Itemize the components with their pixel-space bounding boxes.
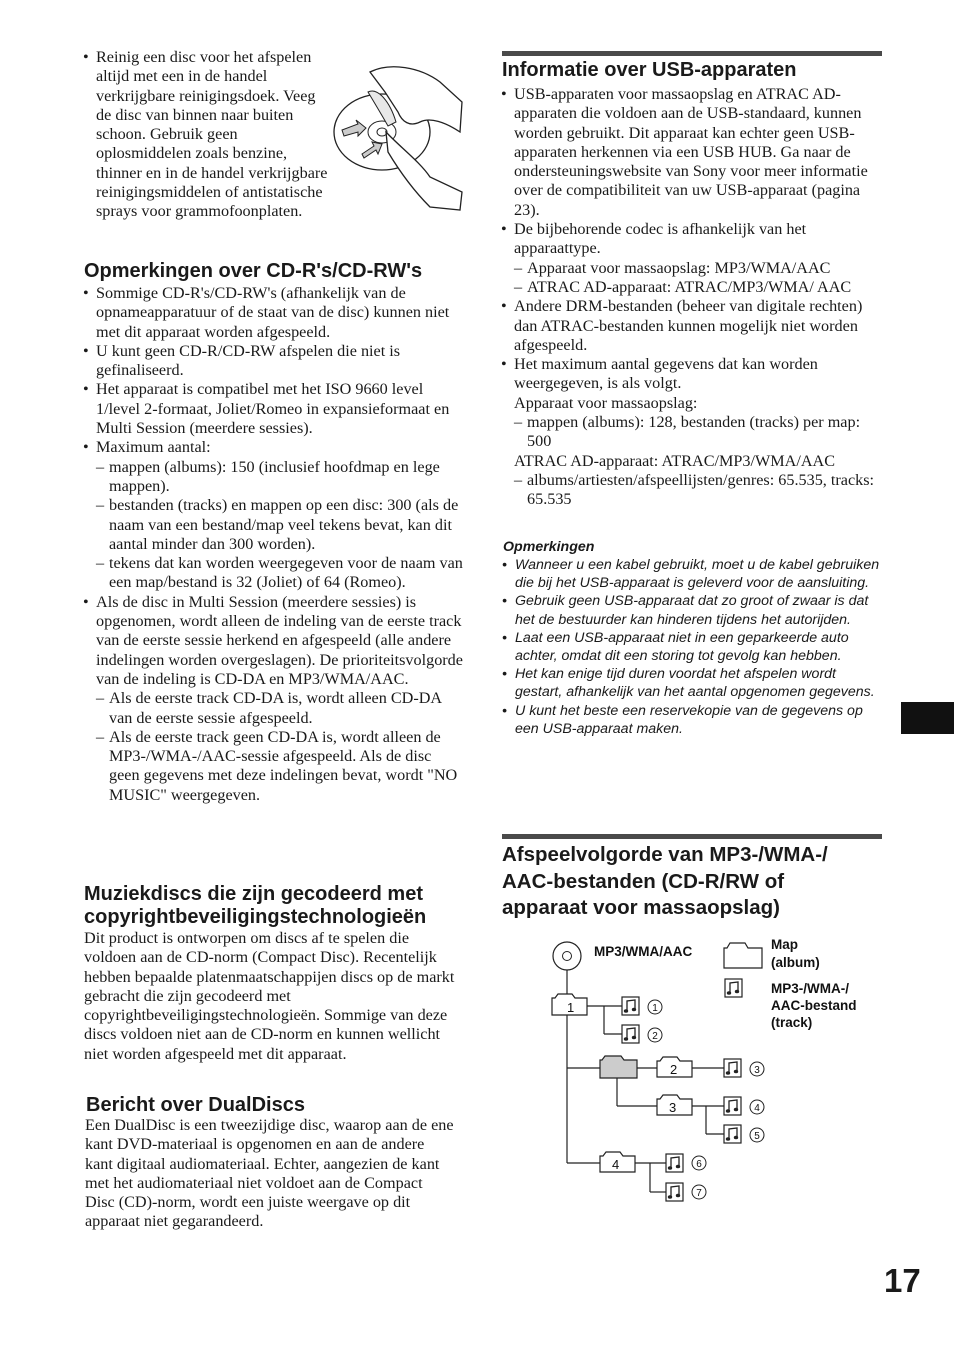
- usb-mass-storage-label: Apparaat voor massaopslag:: [514, 393, 698, 412]
- notes-heading: Opmerkingen: [503, 539, 595, 555]
- list-item: • Maximum aantal: – mappen (albums): 150 (inclusief hoofdmap en lege mappen). – bestanden (tracks) en mappen op een disc: 300 (als de naam van een bestand/map veel tekens bevat, kan dit aantal minder dan 300 worden). – tekens dat kan worden weergegeven voor de naam van een map/bestand is 32 (Joliet) of 64 (Romeo).: [83, 438, 463, 592]
- list-item: • Sommige CD-R's/CD-RW's (afhankelijk van de opnameapparatuur of de staat van de disc) kunnen niet met dit apparaat worden afgespeeld.: [83, 284, 463, 342]
- track-number-7: [692, 1185, 706, 1199]
- svg-text:5: 5: [754, 1131, 760, 1142]
- track-number-1: [648, 1000, 662, 1014]
- usb-heading: Informatie over USB-apparaten: [502, 59, 797, 81]
- section-rule: [502, 834, 882, 839]
- section-rule: [502, 51, 882, 56]
- legend-file-label: MP3-/WMA-/: [771, 981, 849, 996]
- cdr-notes-list: [83, 284, 463, 805]
- svg-text:6: 6: [696, 1159, 702, 1170]
- track-number-6: [692, 1156, 706, 1170]
- playorder-heading: Afspeelvolgorde van MP3-/WMA-/ AAC-bestanden (CD-R/RW of apparaat voor massaopslag): [502, 843, 828, 919]
- music-file-legend-icon: [725, 979, 742, 997]
- sub-list-item: – ATRAC AD-apparaat: ATRAC/MP3/WMA/ AAC: [514, 278, 883, 297]
- cdr-notes-heading: Opmerkingen over CD-R's/CD-RW's: [84, 260, 423, 282]
- folder-number: 3: [669, 1100, 677, 1115]
- music-file-icon: [724, 1059, 741, 1077]
- svg-text:1: 1: [652, 1003, 658, 1014]
- list-item: • De bijbehorende codec is afhankelijk van het apparaattype. – Apparaat voor massaopslag: MP3/WMA/AAC – ATRAC AD-apparaat: ATRAC/MP3/WMA/ AAC: [501, 220, 883, 297]
- folder-number: 2: [670, 1062, 678, 1077]
- copyright-text: Dit product is ontworpen om discs af te spelen die voldoen aan de CD-norm (Compact Disc). Recentelijk hebben bepaalde platenmaatschappijen discs op de markt gebracht die zijn gecodeerd met copyrightbeveiligingstechnologieën. Sommige van deze discs voldoen niet aan de CD-norm en kunnen wellicht niet worden afgespeeld met dit apparaat.: [84, 929, 455, 1063]
- legend-folder-label: Map: [771, 937, 798, 952]
- page-number: 17: [884, 1262, 921, 1299]
- music-file-icon: [724, 1125, 741, 1143]
- legend-folder-label: (album): [771, 955, 820, 970]
- music-file-icon: [666, 1183, 683, 1201]
- notes-list: [502, 556, 884, 738]
- sub-list-item: – Apparaat voor massaopslag: MP3/WMA/AAC: [514, 259, 883, 278]
- music-file-icon: [724, 1097, 741, 1115]
- music-file-icon: [666, 1154, 683, 1172]
- svg-text:2: 2: [652, 1031, 658, 1042]
- list-item: • Het maximum aantal gegevens dat kan worden weergegeven, is als volgt. Apparaat voor massaopslag: – mappen (albums): 128, bestanden (tracks) per map: 500 ATRAC AD-apparaat: ATRAC/MP3/WMA/AAC – albums/artiesten/afspeellijsten/genres: 65.535, tracks: 65.535: [501, 355, 883, 509]
- note-item: • Laat een USB-apparaat niet in een geparkeerde auto achter, omdat dit een storing tot gevolg kan hebben.: [502, 629, 884, 665]
- note-item: • U kunt het beste een reservekopie van de gegevens op een USB-apparaat maken.: [502, 702, 884, 738]
- list-item: • Als de disc in Multi Session (meerdere sessies) is opgenomen, wordt alleen de indeling van de eerste track van de eerste sessie herkend en afgespeeld (alle andere indelingen worden overgeslagen). De prioriteitsvolgorde van de indeling is CD-DA en MP3/WMA/AAC. – Als de eerste track CD-DA is, wordt alleen CD-DA van de eerste sessie afgespeeld. – Als de eerste track geen CD-DA is, wordt alleen de MP3-/WMA-/AAC-sessie afgespeeld. Als de disc geen gegevens met deze indelingen bevat, wordt "NO MUSIC" weergegeven.: [83, 593, 463, 805]
- list-item: • U kunt geen CD-R/CD-RW afspelen die niet is gefinaliseerd.: [83, 342, 463, 381]
- folder-number: 4: [612, 1157, 620, 1172]
- note-item: • Het kan enige tijd duren voordat het afspelen wordt gestart, afhankelijk van het aantal opgenomen gegevens.: [502, 665, 884, 701]
- note-item: • Gebruik geen USB-apparaat dat zo groot of zwaar is dat het de bestuurder kan hinderen tijdens het autorijden.: [502, 592, 884, 628]
- folder-legend-icon: [724, 943, 762, 968]
- sub-list-item: – Als de eerste track CD-DA is, wordt alleen CD-DA van de eerste sessie afgespeeld.: [96, 689, 463, 728]
- usb-list: [501, 85, 883, 510]
- list-item: • Het apparaat is compatibel met het ISO 9660 level 1/level 2-formaat, Joliet/Romeo in expansieformaat en Multi Session (meerdere sessies).: [83, 380, 463, 438]
- cleaning-tip-text: • Reinig een disc voor het afspelen altijd met een in de handel verkrijgbare reinigingsdoek. Veeg de disc van binnen naar buiten schoon. Gebruik geen oplosmiddelen zoals benzine, thinner en in de handel verkrijgbare reinigingsmiddelen of antistatische sprays voor grammofoonplaten.: [83, 48, 423, 222]
- usb-atrac-label: ATRAC AD-apparaat: ATRAC/MP3/WMA/AAC: [514, 451, 836, 470]
- dualdisc-text: Een DualDisc is een tweezijdige disc, waarop aan de ene kant DVD-materiaal is opgenomen en aan de andere kant digitaal audiomateriaal. Echter, aangezien de kant met het audiomateriaal niet voldoet aan de Compact Disc (CD)-norm, wordt een juiste weergave op dit apparaat niet gegarandeerd.: [85, 1116, 454, 1231]
- sub-list-item: – Als de eerste track geen CD-DA is, wordt alleen de MP3-/WMA-/AAC-sessie afgespeeld. Als de disc geen gegevens met deze indelingen bevat, wordt "NO MUSIC" weergegeven.: [96, 728, 463, 805]
- list-item: • USB-apparaten voor massaopslag en ATRAC AD-apparaten die voldoen aan de USB-standaard, kunnen worden gebruikt. Dit apparaat kan echter geen USB-apparaten herkennen via een USB HUB. Ga naar de ondersteuningswebsite van Sony voor meer informatie over de compatibiliteit van uw USB-apparaat (pagina 23).: [501, 85, 883, 220]
- svg-text:3: 3: [754, 1065, 760, 1076]
- track-number-4: [750, 1100, 764, 1114]
- root-label: MP3/WMA/AAC: [594, 944, 693, 959]
- sub-list-item: – albums/artiesten/afspeellijsten/genres: 65.535, tracks: 65.535: [514, 471, 883, 510]
- music-file-icon: [622, 997, 639, 1015]
- list-item: • Andere DRM-bestanden (beheer van digitale rechten) dan ATRAC-bestanden kunnen mogelijk niet worden afgespeeld.: [501, 297, 883, 355]
- svg-text:7: 7: [696, 1188, 702, 1199]
- legend-file-label: (track): [771, 1015, 813, 1030]
- cleaning-tip: [83, 48, 423, 222]
- music-file-icon: [622, 1025, 639, 1043]
- track-number-2: [648, 1028, 662, 1042]
- sub-list-item: – bestanden (tracks) en mappen op een disc: 300 (als de naam van een bestand/map veel tekens bevat, kan dit aantal minder dan 300 worden).: [96, 496, 463, 554]
- svg-text:4: 4: [754, 1103, 760, 1114]
- folder-highlighted-icon: [600, 1056, 637, 1078]
- note-item: • Wanneer u een kabel gebruikt, moet u de kabel gebruiken die bij het USB-apparaat is geleverd voor de aansluiting.: [502, 556, 884, 592]
- play-order-diagram: [540, 930, 890, 1210]
- disc-icon: [553, 942, 581, 970]
- dualdisc-heading: Bericht over DualDiscs: [86, 1094, 305, 1116]
- legend-file-label: AAC-bestand: [771, 998, 857, 1013]
- track-number-5: [750, 1128, 764, 1142]
- sub-list-item: – mappen (albums): 128, bestanden (tracks) per map: 500: [514, 413, 883, 452]
- section-tab: [901, 702, 954, 734]
- sub-list-item: – mappen (albums): 150 (inclusief hoofdmap en lege mappen).: [96, 458, 463, 497]
- sub-list-item: – tekens dat kan worden weergegeven voor de naam van een map/bestand is 32 (Joliet) of 64 (Romeo).: [96, 554, 463, 593]
- track-number-3: [750, 1062, 764, 1076]
- folder-number: 1: [567, 1000, 575, 1015]
- copyright-heading: Muziekdiscs die zijn gecodeerd met copyrightbeveiligingstechnologieën: [84, 883, 427, 928]
